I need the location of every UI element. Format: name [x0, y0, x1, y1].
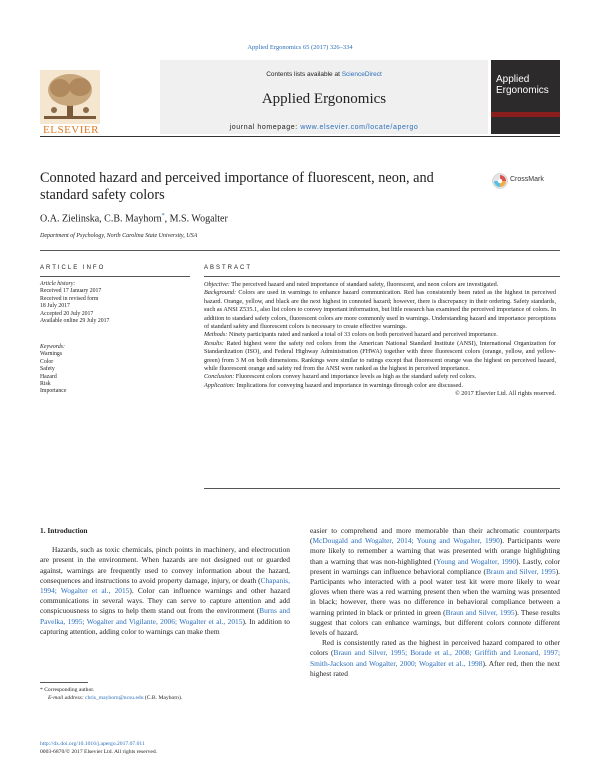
objective-text: The perceived hazard and rated importance of standard safety, fluorescent, and neon colors are investigated. [229, 281, 499, 288]
homepage-link[interactable]: www.elsevier.com/locate/apergo [300, 124, 419, 131]
history-item: Accepted 20 July 2017 [40, 310, 94, 317]
journal-name: Applied Ergonomics [261, 91, 387, 107]
corresponding-note: * Corresponding author. [40, 687, 95, 693]
paragraph-text: ). In addition to capturing attention, adding color to warnings can make them [40, 616, 291, 636]
rights-line: 0003-6870/© 2017 Elsevier Ltd. All rights reserved. [40, 749, 158, 755]
authors-tail: , M.S. Wogalter [164, 213, 228, 225]
reference-link[interactable]: Braun and Silver, 1995 [445, 607, 515, 617]
history-item: Received 17 January 2017 [40, 288, 102, 295]
crossmark-badge[interactable] [492, 173, 562, 189]
keyword: Hazard [40, 373, 57, 380]
doi-link[interactable]: http://dx.doi.org/10.1016/j.apergo.2017.07.011 [40, 741, 145, 747]
paragraph-text: ). Participants were more likely to remember a warning that was presented with orange highlighting than a warning that was non-highlighted ( [310, 536, 560, 566]
paragraph-text: easier to comprehend and more memorable than their achromatic counterparts ( [310, 526, 560, 546]
reference-link[interactable]: Burns and Pavelka, 1995; Wogalter and Vigilante, 2006; Wogalter et al., 2015 [40, 606, 290, 626]
corresponding-author-mark[interactable]: * [161, 213, 165, 219]
paragraph-text: ). Participants who interacted with a pool water test kit were more likely to wear gloves when there was a red warning present then when the warning was presented in black; however, there was no difference in behavioral compliance between a warning printed in black or printed in green ( [310, 566, 560, 617]
reference-link[interactable]: Braun and Silver, 1995 [485, 566, 556, 576]
journal-cover-thumbnail [491, 60, 560, 134]
reference-link[interactable]: Braun and Silver, 1995; Borade et al., 2008; Griffith and Leonard, 1997; Smith-Jackson and Wogalter, 2000; Wogalter et al., 1998 [310, 648, 561, 668]
abstract-copyright: © 2017 Elsevier Ltd. All rights reserved. [455, 390, 556, 398]
keyword: Color [40, 358, 54, 365]
article-info-divider [40, 276, 190, 277]
paragraph [310, 638, 560, 679]
paragraph [310, 526, 560, 638]
keywords-list [40, 344, 190, 396]
cover-title-line1: Applied [496, 74, 530, 85]
abstract-methods [204, 331, 556, 339]
cover-accent-bar [491, 112, 560, 117]
methods-text: Ninety participants rated and ranked a total of 33 colors on both perceived hazard and perceived importance. [227, 331, 498, 339]
history-item: Available online 29 July 2017 [40, 318, 110, 325]
abstract-conclusion [204, 373, 556, 381]
keyword: Warnings [40, 351, 63, 358]
keywords-label: Keywords: [40, 344, 65, 350]
history-label: Article history: [40, 281, 76, 287]
author-list [40, 213, 228, 224]
paragraph [40, 545, 290, 637]
body-column-left [40, 526, 290, 637]
application-label: Application: [204, 381, 235, 389]
abstract-bottom-divider [204, 488, 560, 489]
application-text: Implications for conveying hazard and importance in warnings through color are discussed. [234, 381, 463, 389]
keyword: Risk [40, 381, 51, 388]
reference-link[interactable]: Chapanis, 1994; Wogalter et al., 2015 [40, 575, 290, 596]
journal-citation[interactable]: Applied Ergonomics 65 (2017) 326–334 [247, 44, 353, 51]
background-label: Background: [204, 289, 237, 297]
abstract-results [204, 340, 556, 374]
email-link[interactable]: chris_mayhorn@ncsu.edu [85, 695, 144, 701]
conclusion-text: Fluorescent colors convey hazard and importance levels as high as the standard safety red colors. [234, 373, 477, 381]
article-title: Connoted hazard and perceived importance of fluorescent, neon, and standard safety colors [40, 170, 434, 203]
abstract-application [204, 382, 556, 390]
body-column-right [310, 526, 560, 679]
contents-prefix: Contents lists available at [266, 71, 342, 78]
background-text: Colors are used in warnings to enhance hazard communication. Red has consistently been rated as the highest in perceived hazard. Orange, yellow, and black are the next highest in connoted hazard; however, there is discrepancy in their ordering. Safety standards, such as ANSI Z535.1, also list colors to convey important information, but little research has examined the perceived importance of colors. In addition to standard safety colors, fluorescent colors are more commonly used in warnings. Understanding hazard and importance perceptions of standard safety and fluorescent colors is necessary to create effective warnings. [204, 289, 556, 331]
footnote-divider [40, 682, 88, 683]
section-heading: 1. Introduction [40, 526, 88, 535]
email-tail: (C.B. Mayhorn). [143, 695, 183, 701]
header-divider [40, 136, 560, 137]
keyword: Safety [40, 366, 55, 373]
paragraph-text: ). After red, then the next highest rated [310, 658, 560, 678]
paragraph-text: Red is consistently rated as the highest in perceived hazard compared to other colors ( [310, 638, 560, 658]
paragraph-text: ). These results suggest that colors can enhance warnings, but different colors connote different levels of hazard. [310, 607, 560, 638]
methods-label: Methods: [204, 331, 228, 339]
results-text: Rated highest were the safety red colors from the American National Standard Institute (ANSI), International Organization for Standardization (ISO), and Federal Highway Administration (FHWA) together with three fluorescent colors (orange, yellow, and yellow-green) from 3 M on both dimensions. Rankings were similar to ratings except that fluorescent orange was the highest on perceived hazard, while fluorescent orange and safety red from the ANSI were ranked as the highest in perceived importance. [204, 339, 556, 373]
history-item: Received in revised form [40, 295, 99, 302]
reference-link[interactable]: Young and Wogalter, 1990 [436, 556, 517, 566]
article-history [40, 281, 190, 325]
affiliation-divider [40, 250, 560, 251]
footnote [40, 686, 290, 702]
email-label: E-mail address: [48, 695, 86, 701]
cover-title-line2: Ergonomics [496, 85, 549, 96]
affiliation: Department of Psychology, North Carolina State University, USA [40, 233, 198, 239]
homepage-prefix: journal homepage: [229, 124, 301, 131]
crossmark-icon [492, 173, 508, 189]
abstract-background [204, 289, 556, 331]
paragraph-text: ). Color can influence warnings and other hazard communications in several ways. They can serve to capture attention and add conspicuousness to signs to help them stand out from the environment ( [40, 586, 290, 616]
abstract-heading: ABSTRACT [204, 265, 253, 271]
results-label: Results: [204, 339, 224, 347]
keyword: Importance [40, 388, 67, 395]
reference-link[interactable]: McDougald and Wogalter, 2014; Young and Wogalter, 1990 [312, 536, 500, 546]
article-info-heading: ARTICLE INFO [40, 265, 106, 271]
paragraph-text: ). Lastly, color present in warnings can influence behavioral compliance ( [310, 556, 560, 576]
sciencedirect-link[interactable]: ScienceDirect [341, 71, 382, 78]
elsevier-wordmark: ELSEVIER [43, 124, 99, 136]
objective-label: Objective: [204, 281, 230, 288]
doi-block [40, 740, 290, 756]
conclusion-label: Conclusion: [204, 373, 235, 381]
paragraph-text: Hazards, such as toxic chemicals, pinch points in machinery, and electrocution are present in the environment. When hazards are not designed out or guarded against, warnings are frequently used to convey information about the hazard, consequences and instructions to avoid property damage, injury, or death ( [40, 545, 290, 585]
abstract-objective [204, 281, 556, 289]
crossmark-label: CrossMark [510, 176, 544, 183]
abstract-body [204, 281, 556, 399]
journal-homepage [160, 124, 488, 131]
contents-line [160, 71, 488, 78]
authors-main: O.A. Zielinska, C.B. Mayhorn [40, 213, 162, 225]
history-item: 18 July 2017 [40, 303, 70, 310]
abstract-divider [204, 276, 560, 277]
email-line [40, 694, 290, 702]
